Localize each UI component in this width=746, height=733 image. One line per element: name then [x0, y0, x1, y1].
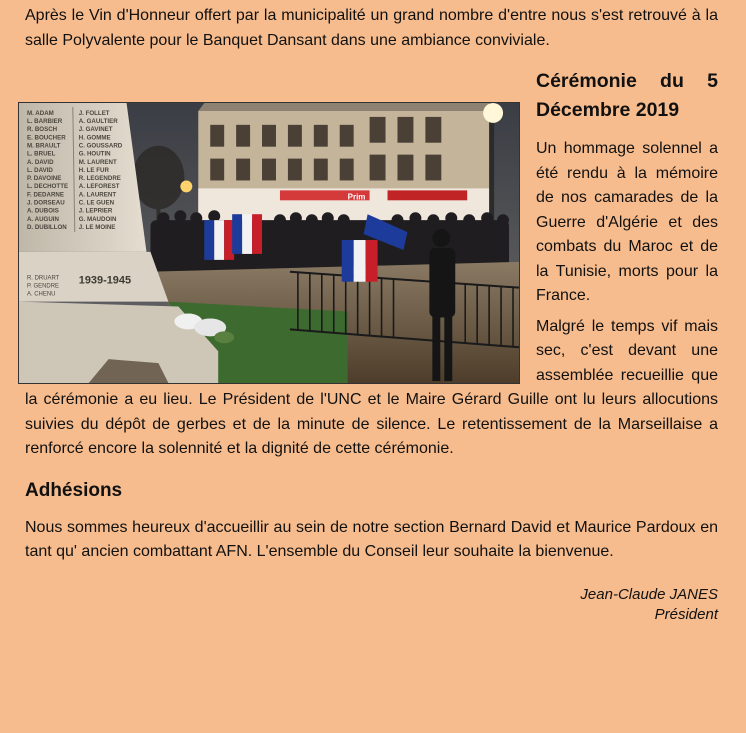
monument-name: A. LAURENT	[78, 191, 117, 199]
monument-name: P. GENDRE	[26, 283, 60, 290]
signature-role: Président	[654, 605, 718, 623]
monument-name: A. AUGUIN	[26, 215, 59, 223]
signature-block	[25, 585, 718, 625]
monument-name: J. LE MOINE	[78, 223, 116, 231]
monument-name: R. DRUART	[26, 275, 60, 282]
ceremony-paragraph-1: Un hommage solennel a été rendu à la mémoire de nos camarades de la Guerre d'Algérie et des combats du Maroc et de la Tunisie, morts pour la France.	[536, 140, 718, 304]
ceremony-paragraph-2: Malgré le temps vif mais sec, c'est devant une assemblée recueillie que la cérémonie a eu lieu. Le Président de l'UNC et le Maire Gérard Guille ont lu leurs allocutions suivies du dépôt de gerbes et de la minute de silence. Le retentissement de la Marseillaise a renforcé encore la solennité et la dignité de cette cérémonie.	[25, 317, 718, 457]
monument-name: H. GOMME	[78, 134, 111, 142]
monument-name: R. LEGENDRE	[78, 175, 121, 183]
monument-lower-names	[27, 276, 60, 298]
monument-name: F. DEDARNE	[26, 191, 64, 199]
monument-name: L. BARBIER	[26, 118, 63, 126]
monument-name: M. BRAULT	[26, 142, 61, 150]
monument-name: D. DUBILLON	[26, 223, 67, 231]
monument-years: 1939-1945	[78, 274, 132, 287]
monument-name: A. CHENU	[26, 291, 56, 298]
monument-name: L. DECHOTTE	[26, 183, 69, 191]
monument-name: R. BOSCH	[26, 126, 58, 134]
monument-name: E. BOUCHER	[26, 134, 66, 142]
monument-name: P. DAVOINE	[26, 175, 62, 183]
monument-name: H. LE FUR	[78, 166, 109, 174]
monument-name: A. DUBOIS	[26, 207, 59, 215]
monument-name: G. MAUDOIN	[78, 215, 117, 223]
monument-name: A. DAVID	[26, 158, 54, 166]
monument-name: L. DAVID	[26, 166, 53, 174]
monument-name: J. FOLLET	[78, 109, 110, 117]
monument-name: J. DORSEAU	[26, 199, 65, 207]
monument-name: J. LEPRIER	[78, 207, 113, 215]
monument-name: C. GOUSSARD	[78, 142, 123, 150]
monument-name: L. BRUEL	[26, 150, 56, 158]
ceremony-photo	[18, 102, 520, 384]
monument-name: C. LE GUEN	[78, 199, 115, 207]
monument-name: M. ADAM	[26, 109, 54, 117]
intro-paragraph: Après le Vin d'Honneur offert par la municipalité un grand nombre d'entre nous s'est retrouvé à la salle Polyvalente pour le Banquet Dansant dans une ambiance conviviale.	[25, 7, 718, 49]
monument-name: A. GAULTIER	[78, 118, 118, 126]
monument-name: J. GAVINET	[78, 126, 113, 134]
signature-name: Jean-Claude JANES	[580, 585, 718, 603]
shop-sign: Prim	[347, 192, 366, 202]
adhesions-title: Adhésions	[25, 479, 123, 501]
ceremony-photo-image	[19, 103, 519, 383]
ceremony-title: Cérémonie du 5 Décembre 2019	[536, 70, 718, 121]
monument-name: M. LAURENT	[78, 158, 117, 166]
monument-name: G. HOUTIN	[78, 150, 111, 158]
adhesions-paragraph: Nous sommes heureux d'accueillir au sein de notre section Bernard David et Maurice Pardoux en tant qu' ancien combattant AFN. L'ensemble du Conseil leur souhaite la bienvenue.	[25, 518, 718, 560]
monument-name: A. LEFOREST	[78, 183, 120, 191]
